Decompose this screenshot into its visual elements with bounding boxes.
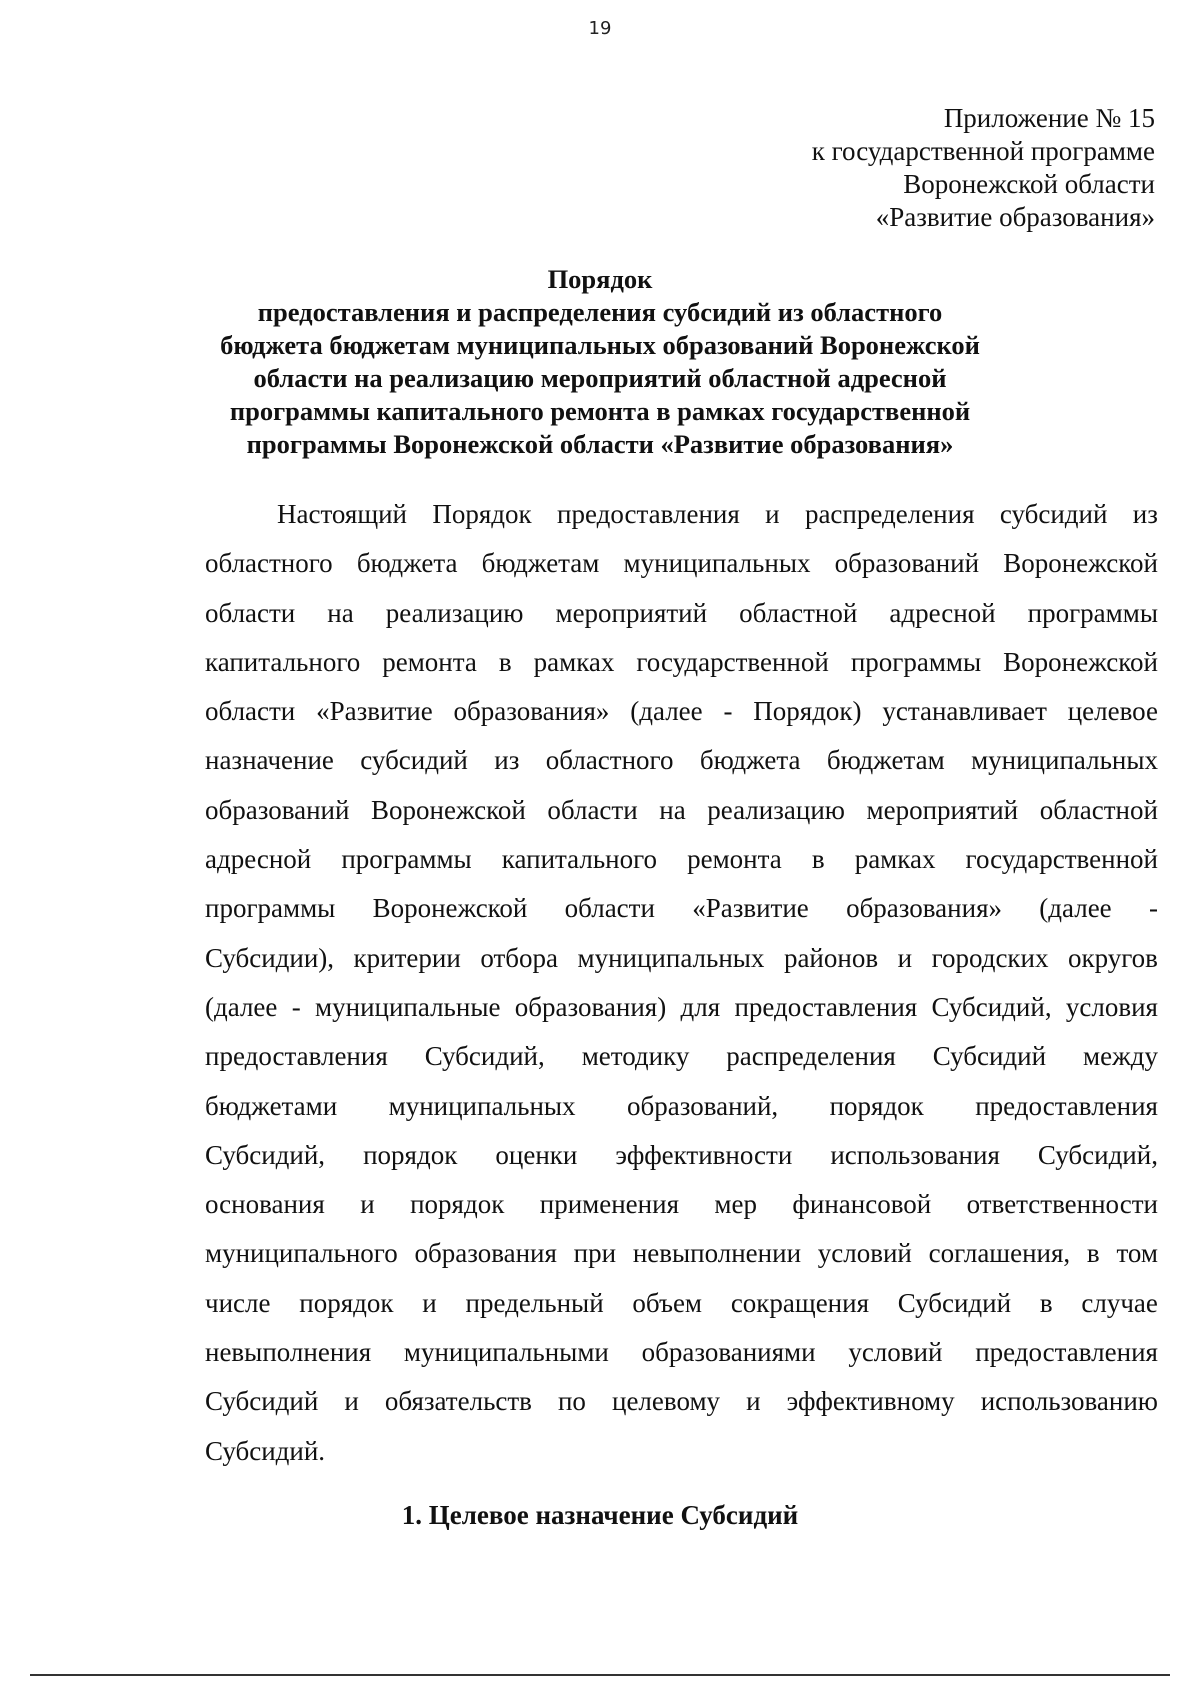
body-word: районов [783, 942, 879, 973]
body-word: на [659, 794, 686, 825]
page-number: 19 [588, 18, 612, 39]
body-word: (далее [630, 696, 703, 727]
body-word: областной [739, 597, 858, 628]
body-word: капитального [501, 844, 658, 875]
body-line [205, 539, 1158, 588]
body-line [205, 1427, 1158, 1476]
body-word: мероприятий [866, 794, 1019, 825]
body-word: городских [931, 942, 1049, 973]
body-line [205, 1131, 1158, 1180]
body-word: образования» [453, 696, 610, 727]
body-word: программы [850, 646, 982, 677]
title-line: программы Воронежской области «Развитие образования» [246, 429, 954, 459]
body-line [205, 1377, 1158, 1426]
body-line [205, 638, 1158, 687]
body-word: порядок [299, 1287, 394, 1318]
body-word: области [205, 696, 296, 727]
body-word: ответственности [966, 1189, 1158, 1220]
bottom-rule [30, 1674, 1170, 1676]
body-word: распределения [726, 1041, 896, 1072]
body-word: порядок [410, 1189, 505, 1220]
body-word: объем [632, 1287, 703, 1318]
appendix-line: «Развитие образования» [875, 202, 1155, 232]
body-word: бюджетами [205, 1090, 338, 1121]
body-line [205, 736, 1158, 785]
body-word: предоставления [975, 1090, 1158, 1121]
body-word: (далее [1039, 893, 1112, 924]
body-word: образования [414, 1238, 557, 1269]
body-word: муниципальных [577, 942, 765, 973]
body-word: эффективному [786, 1386, 955, 1417]
body-word: порядок [829, 1090, 924, 1121]
body-line [205, 983, 1158, 1032]
body-word: на [327, 597, 354, 628]
body-word: области [564, 893, 655, 924]
body-word: невыполнении [632, 1238, 802, 1269]
body-word: субсидий [360, 745, 468, 776]
body-word: предельный [465, 1287, 604, 1318]
body-word: государственной [965, 844, 1158, 875]
body-word: том [1116, 1238, 1158, 1269]
body-word: между [1083, 1041, 1158, 1072]
body-word: Субсидий [932, 1041, 1047, 1072]
body-word: числе [205, 1287, 271, 1318]
body-word: использованию [980, 1386, 1158, 1417]
body-word: Субсидий. [205, 1435, 326, 1466]
body-word: государственной [636, 646, 829, 677]
body-word: муниципальных [388, 1090, 576, 1121]
body-line [205, 934, 1158, 983]
body-word: муниципальных [971, 745, 1158, 776]
body-line [205, 1032, 1158, 1081]
body-word: отбора [480, 942, 558, 973]
body-word: и [422, 1287, 437, 1318]
body-word: ремонта [687, 844, 782, 875]
body-word: субсидий [999, 499, 1108, 529]
body-word: областной [1039, 794, 1158, 825]
body-word: в [1039, 1287, 1053, 1318]
body-word: предоставления [557, 499, 740, 529]
title-line: области на реализацию мероприятий областной адресной [253, 363, 947, 393]
body-word: и [746, 1386, 761, 1417]
body-word: области [547, 794, 638, 825]
body-word: и [360, 1189, 375, 1220]
body-word: предоставления [205, 1041, 388, 1072]
body-word: из [494, 745, 520, 776]
body-line [205, 786, 1158, 835]
body-word: использования [830, 1139, 1000, 1170]
body-word: образований, [626, 1090, 779, 1121]
body-word: условия [1065, 991, 1158, 1022]
section-heading: 1. Целевое назначение Субсидий [401, 1500, 799, 1530]
body-word: образования) [514, 991, 667, 1022]
body-line [205, 1180, 1158, 1229]
body-word: муниципальными [403, 1337, 609, 1368]
title-line: Порядок [547, 264, 653, 294]
title-line: программы капитального ремонта в рамках государственной [229, 396, 971, 426]
body-word: Субсидий [897, 1287, 1012, 1318]
body-word: «Развитие [692, 893, 809, 924]
body-word: - [723, 696, 733, 727]
body-word: сокращения [730, 1287, 869, 1318]
title-line: предоставления и распределения субсидий из областного [257, 297, 943, 327]
body-word: методику [581, 1041, 690, 1072]
body-word: капитального [205, 646, 361, 677]
body-word: Субсидий, [205, 1139, 326, 1170]
body-word: мероприятий [555, 597, 708, 628]
body-word: муниципального [205, 1238, 398, 1269]
body-word: муниципальных [623, 548, 811, 579]
body-word: Субсидий, [931, 991, 1052, 1022]
appendix-line: к государственной программе [811, 136, 1155, 166]
body-word: (далее [205, 991, 278, 1022]
body-word: образований [834, 548, 980, 579]
body-line [205, 1229, 1158, 1278]
body-word: - [291, 991, 301, 1022]
body-word: рамках [854, 844, 936, 875]
body-word: Настоящий [277, 499, 408, 529]
body-line [205, 835, 1158, 884]
body-word: адресной [889, 597, 996, 628]
body-word: ремонта [382, 646, 477, 677]
body-word: образования» [846, 893, 1002, 924]
body-word: Воронежской [1003, 646, 1158, 677]
body-word: бюджета [699, 745, 801, 776]
appendix-line: Приложение № 15 [943, 103, 1155, 133]
body-word: адресной [205, 844, 312, 875]
body-word: Порядок) [753, 696, 862, 727]
body-line [205, 884, 1158, 933]
body-word: Воронежской [1003, 548, 1158, 579]
body-word: в [1086, 1238, 1100, 1269]
body-word: муниципальные [315, 991, 501, 1022]
body-word: рамках [533, 646, 615, 677]
appendix-reference [555, 102, 1155, 234]
body-word: предоставления [734, 991, 918, 1022]
body-word: бюджета [356, 548, 458, 579]
body-word: - [1148, 893, 1158, 924]
body-word: бюджетам [826, 745, 945, 776]
body-word: применения [539, 1189, 679, 1220]
body-word: образований [205, 794, 350, 825]
body-word: Субсидии), [205, 942, 335, 973]
body-word: обязательств [384, 1386, 532, 1417]
appendix-line: Воронежской области [903, 169, 1155, 199]
body-word: распределения [804, 499, 975, 529]
body-word: порядок [363, 1139, 458, 1170]
body-word: устанавливает [882, 696, 1047, 727]
body-word: реализацию [385, 597, 524, 628]
body-paragraph [205, 490, 1158, 1476]
body-word: и [897, 942, 913, 973]
body-word: случае [1081, 1287, 1158, 1318]
body-word: основания [205, 1189, 325, 1220]
body-word: области [205, 597, 296, 628]
body-word: при [573, 1238, 617, 1269]
body-word: Воронежской [371, 794, 526, 825]
document-title [60, 263, 1140, 461]
body-word: предоставления [975, 1337, 1158, 1368]
body-word: мер [714, 1189, 757, 1220]
body-line [205, 1328, 1158, 1377]
body-line [205, 589, 1158, 638]
body-word: областного [545, 745, 674, 776]
body-word: образованиями [641, 1337, 816, 1368]
body-word: Субсидий [205, 1386, 319, 1417]
body-line [205, 687, 1158, 736]
body-word: реализацию [707, 794, 845, 825]
body-line [205, 490, 1158, 539]
body-word: Воронежской [372, 893, 528, 924]
body-word: соглашения, [928, 1238, 1071, 1269]
body-word: целевому [612, 1386, 721, 1417]
body-word: Порядок [432, 499, 532, 529]
body-word: «Развитие [316, 696, 433, 727]
body-word: областного [205, 548, 333, 579]
body-word: в [811, 844, 825, 875]
body-word: и [344, 1386, 359, 1417]
body-word: и [765, 499, 780, 529]
body-word: Субсидий, [424, 1041, 545, 1072]
body-word: по [557, 1386, 586, 1417]
body-word: целевое [1067, 696, 1158, 727]
body-word: условий [848, 1337, 943, 1368]
body-word: округов [1068, 942, 1158, 973]
body-line [205, 1082, 1158, 1131]
body-word: бюджетам [481, 548, 600, 579]
body-word: критерии [353, 942, 461, 973]
body-line [205, 1279, 1158, 1328]
body-word: назначение [205, 745, 334, 776]
body-word: условий [817, 1238, 912, 1269]
body-word: из [1132, 499, 1158, 529]
body-word: программы [1027, 597, 1158, 628]
body-word: программы [341, 844, 472, 875]
body-word: финансовой [792, 1189, 932, 1220]
body-word: эффективности [615, 1139, 793, 1170]
body-word: в [498, 646, 512, 677]
body-word: невыполнения [205, 1337, 372, 1368]
body-word: Субсидий, [1037, 1139, 1158, 1170]
title-line: бюджета бюджетам муниципальных образований Воронежской [220, 330, 980, 360]
body-word: программы [205, 893, 336, 924]
body-word: оценки [495, 1139, 578, 1170]
body-word: для [680, 991, 721, 1022]
